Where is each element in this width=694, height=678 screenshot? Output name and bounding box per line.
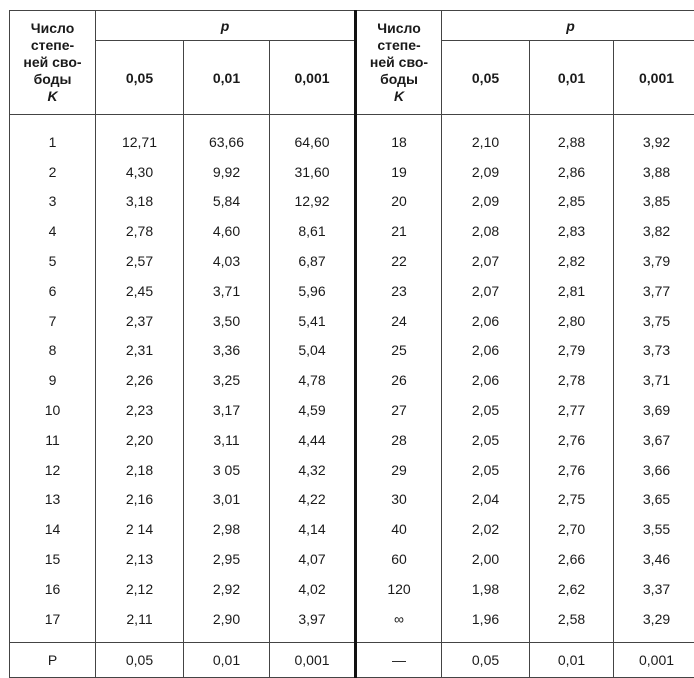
p-header-left: p bbox=[96, 11, 356, 41]
value-cell: 2,07 bbox=[442, 246, 530, 276]
value-cell: 2,10 bbox=[442, 115, 530, 157]
table-row bbox=[10, 306, 694, 336]
value-cell: 1,98 bbox=[442, 574, 530, 604]
df-header-left bbox=[10, 11, 96, 115]
level-header: 0,001 bbox=[270, 41, 356, 115]
footer-row bbox=[10, 642, 694, 677]
level-header: 0,05 bbox=[96, 41, 184, 115]
value-cell: 2,78 bbox=[530, 365, 614, 395]
table-row bbox=[10, 365, 694, 395]
df-cell: 21 bbox=[356, 216, 442, 246]
value-cell: 2,20 bbox=[96, 425, 184, 455]
df-header-line: ней сво- bbox=[357, 54, 441, 71]
df-cell: 25 bbox=[356, 336, 442, 366]
df-cell: 29 bbox=[356, 455, 442, 485]
footer-cell: 0,05 bbox=[96, 642, 184, 677]
table-row bbox=[10, 604, 694, 642]
value-cell: 3,01 bbox=[184, 485, 270, 515]
df-cell: 8 bbox=[10, 336, 96, 366]
header-row-levels bbox=[10, 41, 694, 115]
df-cell: 7 bbox=[10, 306, 96, 336]
value-cell: 3,79 bbox=[614, 246, 694, 276]
table-row bbox=[10, 216, 694, 246]
value-cell: 3,65 bbox=[614, 485, 694, 515]
value-cell: 1,96 bbox=[442, 604, 530, 642]
value-cell: 2,06 bbox=[442, 336, 530, 366]
value-cell: 2,92 bbox=[184, 574, 270, 604]
value-cell: 3,71 bbox=[614, 365, 694, 395]
value-cell: 3,71 bbox=[184, 276, 270, 306]
df-cell: 30 bbox=[356, 485, 442, 515]
value-cell: 3,97 bbox=[270, 604, 356, 642]
value-cell: 2,26 bbox=[96, 365, 184, 395]
value-cell: 2,62 bbox=[530, 574, 614, 604]
value-cell: 3,92 bbox=[614, 115, 694, 157]
value-cell: 12,71 bbox=[96, 115, 184, 157]
df-cell: ∞ bbox=[356, 604, 442, 642]
value-cell: 2,85 bbox=[530, 187, 614, 217]
footer-cell: 0,001 bbox=[614, 642, 694, 677]
value-cell: 3,37 bbox=[614, 574, 694, 604]
value-cell: 4,44 bbox=[270, 425, 356, 455]
table-body bbox=[10, 115, 694, 643]
value-cell: 2,00 bbox=[442, 544, 530, 574]
value-cell: 31,60 bbox=[270, 157, 356, 187]
value-cell: 2,02 bbox=[442, 514, 530, 544]
footer-cell: P bbox=[10, 642, 96, 677]
df-cell: 24 bbox=[356, 306, 442, 336]
value-cell: 12,92 bbox=[270, 187, 356, 217]
level-header: 0,01 bbox=[184, 41, 270, 115]
df-cell: 13 bbox=[10, 485, 96, 515]
df-header-line: Число bbox=[10, 20, 95, 37]
value-cell: 3,25 bbox=[184, 365, 270, 395]
df-cell: 2 bbox=[10, 157, 96, 187]
value-cell: 2,81 bbox=[530, 276, 614, 306]
table-row bbox=[10, 574, 694, 604]
value-cell: 2,66 bbox=[530, 544, 614, 574]
value-cell: 2,82 bbox=[530, 246, 614, 276]
df-cell: 14 bbox=[10, 514, 96, 544]
value-cell: 3,46 bbox=[614, 544, 694, 574]
value-cell: 2 14 bbox=[96, 514, 184, 544]
value-cell: 2,79 bbox=[530, 336, 614, 366]
table-row bbox=[10, 187, 694, 217]
table-row bbox=[10, 115, 694, 157]
df-header-symbol: K bbox=[357, 88, 441, 105]
table-row bbox=[10, 425, 694, 455]
value-cell: 2,23 bbox=[96, 395, 184, 425]
p-header-right: p bbox=[442, 11, 694, 41]
value-cell: 4,22 bbox=[270, 485, 356, 515]
value-cell: 5,84 bbox=[184, 187, 270, 217]
value-cell: 2,18 bbox=[96, 455, 184, 485]
value-cell: 2,70 bbox=[530, 514, 614, 544]
df-header-line: степе- bbox=[357, 37, 441, 54]
footer-cell: — bbox=[356, 642, 442, 677]
value-cell: 2,05 bbox=[442, 455, 530, 485]
value-cell: 2,05 bbox=[442, 425, 530, 455]
df-cell: 3 bbox=[10, 187, 96, 217]
table-row bbox=[10, 157, 694, 187]
footer-cell: 0,05 bbox=[442, 642, 530, 677]
df-header-line: боды bbox=[10, 71, 95, 88]
value-cell: 3,50 bbox=[184, 306, 270, 336]
table-row bbox=[10, 246, 694, 276]
table-row bbox=[10, 276, 694, 306]
value-cell: 2,31 bbox=[96, 336, 184, 366]
value-cell: 5,04 bbox=[270, 336, 356, 366]
df-cell: 60 bbox=[356, 544, 442, 574]
df-cell: 15 bbox=[10, 544, 96, 574]
value-cell: 2,76 bbox=[530, 425, 614, 455]
value-cell: 63,66 bbox=[184, 115, 270, 157]
value-cell: 2,07 bbox=[442, 276, 530, 306]
footer-cell: 0,01 bbox=[184, 642, 270, 677]
value-cell: 2,09 bbox=[442, 157, 530, 187]
df-cell: 5 bbox=[10, 246, 96, 276]
table-row bbox=[10, 455, 694, 485]
df-cell: 120 bbox=[356, 574, 442, 604]
df-cell: 12 bbox=[10, 455, 96, 485]
df-header-right bbox=[356, 11, 442, 115]
df-header-line: боды bbox=[357, 71, 441, 88]
table-row bbox=[10, 485, 694, 515]
value-cell: 2,06 bbox=[442, 365, 530, 395]
value-cell: 3,67 bbox=[614, 425, 694, 455]
value-cell: 5,41 bbox=[270, 306, 356, 336]
df-header-line: Число bbox=[357, 20, 441, 37]
df-cell: 17 bbox=[10, 604, 96, 642]
value-cell: 3,18 bbox=[96, 187, 184, 217]
header-row-top bbox=[10, 11, 694, 41]
value-cell: 2,86 bbox=[530, 157, 614, 187]
footer-cell: 0,001 bbox=[270, 642, 356, 677]
value-cell: 3,69 bbox=[614, 395, 694, 425]
value-cell: 4,07 bbox=[270, 544, 356, 574]
value-cell: 2,58 bbox=[530, 604, 614, 642]
value-cell: 4,14 bbox=[270, 514, 356, 544]
df-cell: 22 bbox=[356, 246, 442, 276]
value-cell: 4,02 bbox=[270, 574, 356, 604]
value-cell: 3,77 bbox=[614, 276, 694, 306]
df-cell: 23 bbox=[356, 276, 442, 306]
value-cell: 2,08 bbox=[442, 216, 530, 246]
table-row bbox=[10, 395, 694, 425]
value-cell: 2,88 bbox=[530, 115, 614, 157]
value-cell: 2,09 bbox=[442, 187, 530, 217]
value-cell: 2,80 bbox=[530, 306, 614, 336]
df-cell: 18 bbox=[356, 115, 442, 157]
value-cell: 2,57 bbox=[96, 246, 184, 276]
df-cell: 1 bbox=[10, 115, 96, 157]
value-cell: 2,75 bbox=[530, 485, 614, 515]
value-cell: 4,78 bbox=[270, 365, 356, 395]
value-cell: 3,55 bbox=[614, 514, 694, 544]
value-cell: 2,90 bbox=[184, 604, 270, 642]
value-cell: 3,17 bbox=[184, 395, 270, 425]
df-cell: 9 bbox=[10, 365, 96, 395]
value-cell: 4,32 bbox=[270, 455, 356, 485]
value-cell: 2,98 bbox=[184, 514, 270, 544]
df-cell: 6 bbox=[10, 276, 96, 306]
value-cell: 2,05 bbox=[442, 395, 530, 425]
value-cell: 4,03 bbox=[184, 246, 270, 276]
value-cell: 3,88 bbox=[614, 157, 694, 187]
df-cell: 26 bbox=[356, 365, 442, 395]
value-cell: 3,11 bbox=[184, 425, 270, 455]
value-cell: 2,16 bbox=[96, 485, 184, 515]
value-cell: 2,06 bbox=[442, 306, 530, 336]
value-cell: 2,37 bbox=[96, 306, 184, 336]
value-cell: 64,60 bbox=[270, 115, 356, 157]
value-cell: 2,78 bbox=[96, 216, 184, 246]
df-header-line: степе- bbox=[10, 37, 95, 54]
value-cell: 3,29 bbox=[614, 604, 694, 642]
value-cell: 2,13 bbox=[96, 544, 184, 574]
df-cell: 19 bbox=[356, 157, 442, 187]
value-cell: 3,73 bbox=[614, 336, 694, 366]
value-cell: 2,45 bbox=[96, 276, 184, 306]
value-cell: 2,04 bbox=[442, 485, 530, 515]
value-cell: 4,30 bbox=[96, 157, 184, 187]
df-cell: 28 bbox=[356, 425, 442, 455]
table-row bbox=[10, 544, 694, 574]
value-cell: 3,82 bbox=[614, 216, 694, 246]
df-cell: 40 bbox=[356, 514, 442, 544]
value-cell: 3,75 bbox=[614, 306, 694, 336]
df-cell: 10 bbox=[10, 395, 96, 425]
level-header: 0,05 bbox=[442, 41, 530, 115]
df-cell: 11 bbox=[10, 425, 96, 455]
value-cell: 3 05 bbox=[184, 455, 270, 485]
value-cell: 2,12 bbox=[96, 574, 184, 604]
critical-values-table bbox=[9, 10, 694, 678]
value-cell: 9,92 bbox=[184, 157, 270, 187]
df-cell: 4 bbox=[10, 216, 96, 246]
level-header: 0,01 bbox=[530, 41, 614, 115]
value-cell: 5,96 bbox=[270, 276, 356, 306]
value-cell: 2,83 bbox=[530, 216, 614, 246]
df-cell: 16 bbox=[10, 574, 96, 604]
level-header: 0,001 bbox=[614, 41, 694, 115]
value-cell: 3,36 bbox=[184, 336, 270, 366]
value-cell: 2,77 bbox=[530, 395, 614, 425]
value-cell: 6,87 bbox=[270, 246, 356, 276]
value-cell: 2,95 bbox=[184, 544, 270, 574]
footer-cell: 0,01 bbox=[530, 642, 614, 677]
value-cell: 2,76 bbox=[530, 455, 614, 485]
value-cell: 2,11 bbox=[96, 604, 184, 642]
value-cell: 3,66 bbox=[614, 455, 694, 485]
table-row bbox=[10, 514, 694, 544]
value-cell: 8,61 bbox=[270, 216, 356, 246]
value-cell: 4,59 bbox=[270, 395, 356, 425]
df-header-symbol: K bbox=[10, 88, 95, 105]
df-cell: 27 bbox=[356, 395, 442, 425]
df-header-line: ней сво- bbox=[10, 54, 95, 71]
df-cell: 20 bbox=[356, 187, 442, 217]
value-cell: 3,85 bbox=[614, 187, 694, 217]
table-row bbox=[10, 336, 694, 366]
value-cell: 4,60 bbox=[184, 216, 270, 246]
